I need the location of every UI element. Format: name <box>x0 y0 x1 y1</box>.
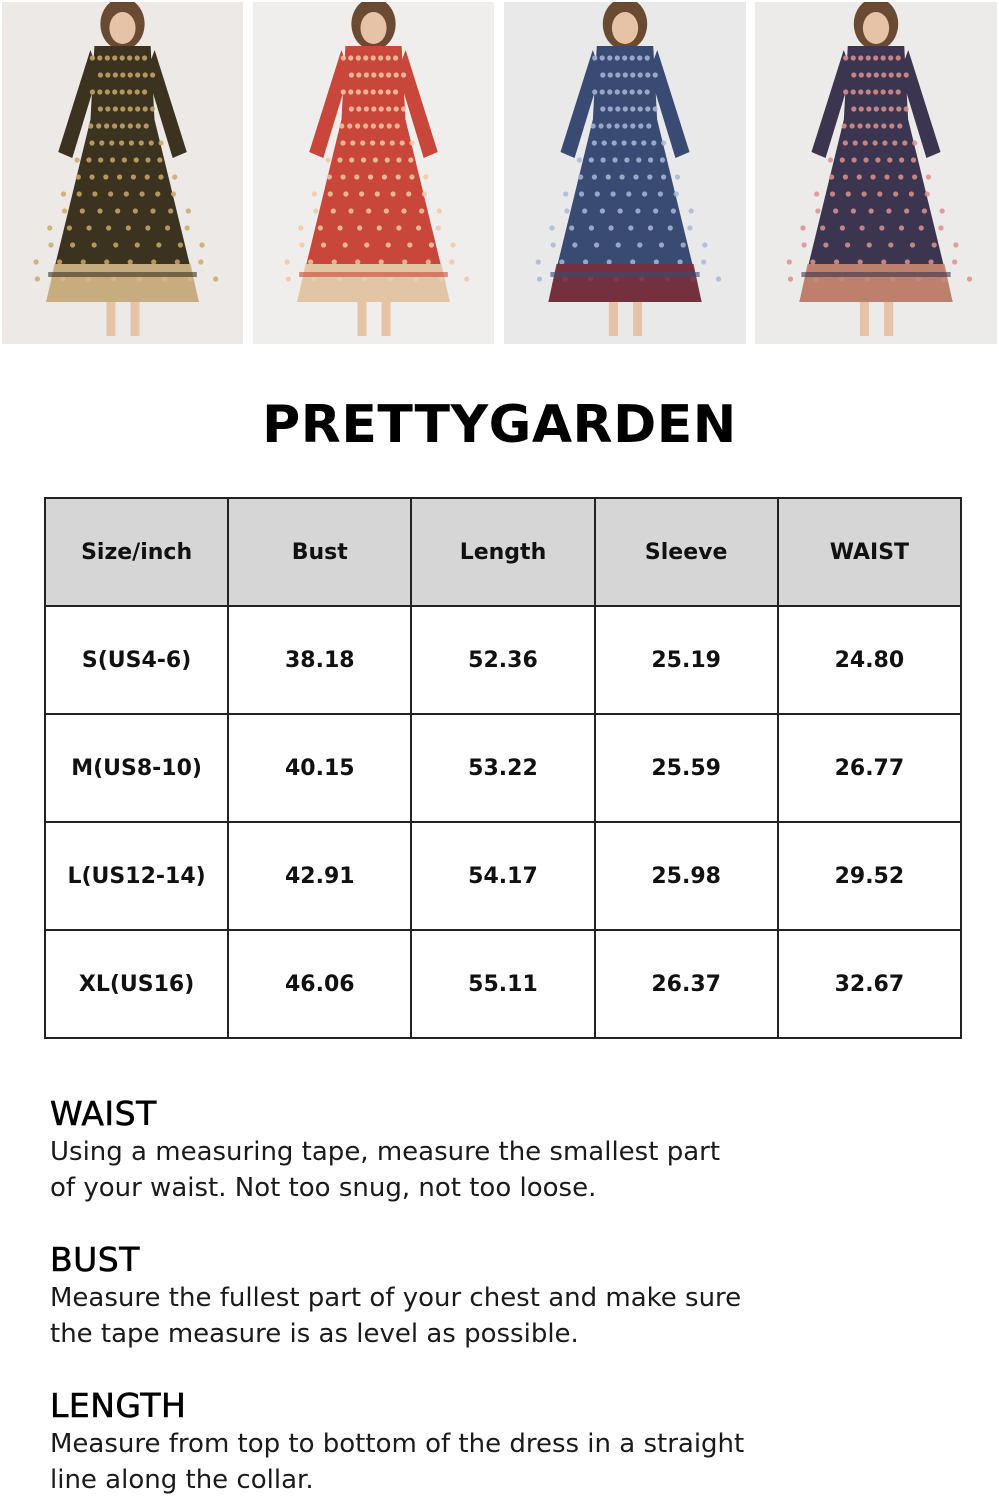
cell-bust: 46.06 <box>228 930 411 1038</box>
guide-length <box>50 1388 810 1498</box>
size-chart-table <box>44 497 962 1039</box>
guide-waist-title: WAIST <box>50 1094 157 1133</box>
cell-length: 52.36 <box>411 606 594 714</box>
cell-bust: 40.15 <box>228 714 411 822</box>
table-row <box>45 714 961 822</box>
header-size: Size/inch <box>45 498 228 606</box>
product-photo-strip <box>0 0 999 345</box>
cell-bust: 42.91 <box>228 822 411 930</box>
cell-length: 54.17 <box>411 822 594 930</box>
cell-length: 53.22 <box>411 714 594 822</box>
table-header-row <box>45 498 961 606</box>
header-sleeve: Sleeve <box>595 498 778 606</box>
brand-title: PRETTYGARDEN <box>262 395 737 455</box>
cell-waist: 26.77 <box>778 714 961 822</box>
guide-bust-line-2: the tape measure is as level as possible. <box>50 1319 579 1349</box>
guide-waist <box>50 1096 810 1206</box>
cell-waist: 32.67 <box>778 930 961 1038</box>
guide-length-text <box>50 1426 810 1498</box>
cell-size: M(US8-10) <box>45 714 228 822</box>
cell-sleeve: 25.19 <box>595 606 778 714</box>
guide-length-line-1: Measure from top to bottom of the dress in a straight <box>50 1429 745 1459</box>
guide-length-line-2: line along the collar. <box>50 1465 314 1495</box>
cell-size: XL(US16) <box>45 930 228 1038</box>
cell-sleeve: 26.37 <box>595 930 778 1038</box>
dress-photo-purple <box>755 2 997 344</box>
guide-bust-title: BUST <box>50 1240 140 1279</box>
header-bust: Bust <box>228 498 411 606</box>
guide-waist-line-2: of your waist. Not too snug, not too loose. <box>50 1173 597 1203</box>
guide-length-title: LENGTH <box>50 1386 187 1425</box>
guide-bust-text <box>50 1280 810 1352</box>
header-length: Length <box>411 498 594 606</box>
cell-length: 55.11 <box>411 930 594 1038</box>
cell-sleeve: 25.98 <box>595 822 778 930</box>
dress-photo-icon <box>755 2 997 344</box>
dress-photo-brown <box>2 2 243 344</box>
table-row <box>45 930 961 1038</box>
dress-photo-red <box>253 2 494 344</box>
header-waist: WAIST <box>778 498 961 606</box>
cell-sleeve: 25.59 <box>595 714 778 822</box>
guide-waist-text <box>50 1134 810 1206</box>
dress-photo-icon <box>253 2 494 344</box>
guide-waist-line-1: Using a measuring tape, measure the smallest part <box>50 1137 721 1167</box>
table-row <box>45 822 961 930</box>
dress-photo-icon <box>504 2 746 344</box>
guide-bust-line-1: Measure the fullest part of your chest and make sure <box>50 1283 742 1313</box>
cell-size: L(US12-14) <box>45 822 228 930</box>
cell-bust: 38.18 <box>228 606 411 714</box>
guide-bust <box>50 1242 810 1352</box>
dress-photo-icon <box>2 2 243 344</box>
cell-waist: 29.52 <box>778 822 961 930</box>
cell-waist: 24.80 <box>778 606 961 714</box>
dress-photo-navy <box>504 2 746 344</box>
table-row <box>45 606 961 714</box>
cell-size: S(US4-6) <box>45 606 228 714</box>
